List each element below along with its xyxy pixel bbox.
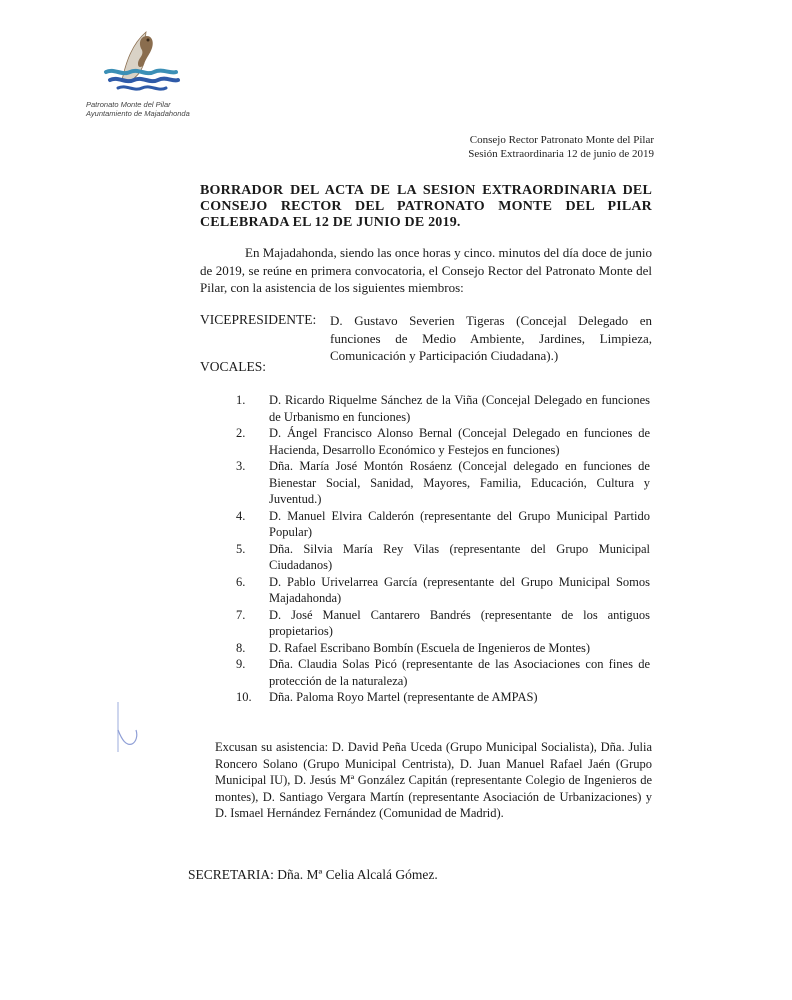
secretaria-line: SECRETARIA: Dña. Mª Celia Alcalá Gómez. bbox=[188, 867, 438, 882]
member-text: D. Pablo Urivelarrea García (representante del Grupo Municipal Somos Majadahonda) bbox=[269, 574, 650, 605]
member-text: D. Rafael Escribano Bombín (Escuela de Ingenieros de Montes) bbox=[269, 640, 591, 655]
member-text: Dña. Paloma Royo Martel (representante de AMPAS) bbox=[269, 690, 538, 704]
list-item bbox=[236, 656, 650, 689]
document-header bbox=[468, 133, 654, 161]
member-number: 1. bbox=[236, 393, 246, 407]
members-list bbox=[236, 392, 650, 706]
member-text: D. Manuel Elvira Calderón (representante del Grupo Municipal Partido Popular) bbox=[269, 508, 650, 539]
member-text: Dña. Silvia María Rey Vilas (representante del Grupo Municipal Ciudadanos) bbox=[269, 541, 650, 572]
document-title: BORRADOR DEL ACTA DE LA SESION EXTRAORDINARIA DEL CONSEJO RECTOR DEL PATRONATO MONTE DEL PILAR CELEBRADA EL 12 DE JUNIO DE 2019. bbox=[200, 183, 652, 230]
logo-caption-line2: Ayuntamiento de Majadahonda bbox=[86, 109, 190, 118]
excusan-paragraph: Excusan su asistencia: D. David Peña Uceda (Grupo Municipal Socialista), Dña. Julia Roncero Solano (Grupo Municipal Centrista), D. Juan Manuel Rafael Jaén (Grupo Municipal IU), D. Jesús Mª González Capitán (representante Colegio de Ingenieros de montes), D. Santiago Vergara Martín (representante Asociación de Urbanizaciones) y D. Ismael Hernández Fernández (Comunidad de Madrid). bbox=[215, 740, 652, 820]
vicepresidente-label: VICEPRESIDENTE: bbox=[200, 312, 317, 327]
member-text: Dña. María José Montón Rosáenz (Concejal delegado en funciones de Bienestar Social, Sanidad, Mayores, Familia, Educación, Cultura y Juventud.) bbox=[269, 459, 650, 506]
list-item bbox=[236, 458, 650, 508]
member-number: 2. bbox=[236, 426, 246, 440]
list-item bbox=[236, 640, 650, 657]
vocales-label: VOCALES: bbox=[200, 359, 267, 374]
list-item bbox=[236, 541, 650, 574]
member-text: D. Ángel Francisco Alonso Bernal (Concejal Delegado en funciones de Hacienda, Desarrollo Económico y Festejos en funciones) bbox=[269, 426, 650, 457]
member-text: D. José Manuel Cantarero Bandrés (representante de los antiguos propietarios) bbox=[269, 607, 650, 638]
member-number: 5. bbox=[236, 541, 246, 556]
list-item bbox=[236, 574, 650, 607]
list-item bbox=[236, 689, 650, 706]
member-number: 7. bbox=[236, 607, 246, 622]
member-number: 8. bbox=[236, 640, 246, 655]
member-number: 4. bbox=[236, 508, 246, 523]
list-item bbox=[236, 425, 650, 458]
patronato-logo bbox=[86, 22, 196, 118]
list-item bbox=[236, 607, 650, 640]
member-text: D. Ricardo Riquelme Sánchez de la Viña (Concejal Delegado en funciones de Urbanismo en funciones) bbox=[269, 393, 650, 424]
intro-paragraph: En Majadahonda, siendo las once horas y cinco. minutos del día doce de junio de 2019, se reúne en primera convocatoria, el Consejo Rector del Patronato Monte del Pilar, con la asistencia de los siguientes miembros: bbox=[200, 245, 652, 295]
member-text: Dña. Claudia Solas Picó (representante de las Asociaciones con fines de protección de la naturaleza) bbox=[269, 657, 650, 688]
mountain-squirrel-logo-icon bbox=[92, 22, 188, 98]
header-line2: Sesión Extraordinaria 12 de junio de 2019 bbox=[468, 148, 654, 160]
header-line1: Consejo Rector Patronato Monte del Pilar bbox=[469, 134, 654, 146]
list-item bbox=[236, 392, 650, 425]
member-number: 3. bbox=[236, 459, 246, 473]
member-number: 9. bbox=[236, 657, 246, 671]
member-number: 6. bbox=[236, 574, 246, 589]
margin-signature-mark bbox=[112, 700, 142, 765]
list-item bbox=[236, 508, 650, 541]
member-number: 10. bbox=[236, 690, 252, 704]
handwritten-mark-icon bbox=[112, 700, 142, 760]
logo-caption-line1: Patronato Monte del Pilar bbox=[86, 100, 171, 109]
logo-caption bbox=[86, 100, 196, 118]
vicepresidente-text: D. Gustavo Severien Tigeras (Concejal Delegado en funciones de Medio Ambiente, Jardines, Limpieza, Comunicación y Participación Ciudadana).) bbox=[330, 313, 652, 363]
